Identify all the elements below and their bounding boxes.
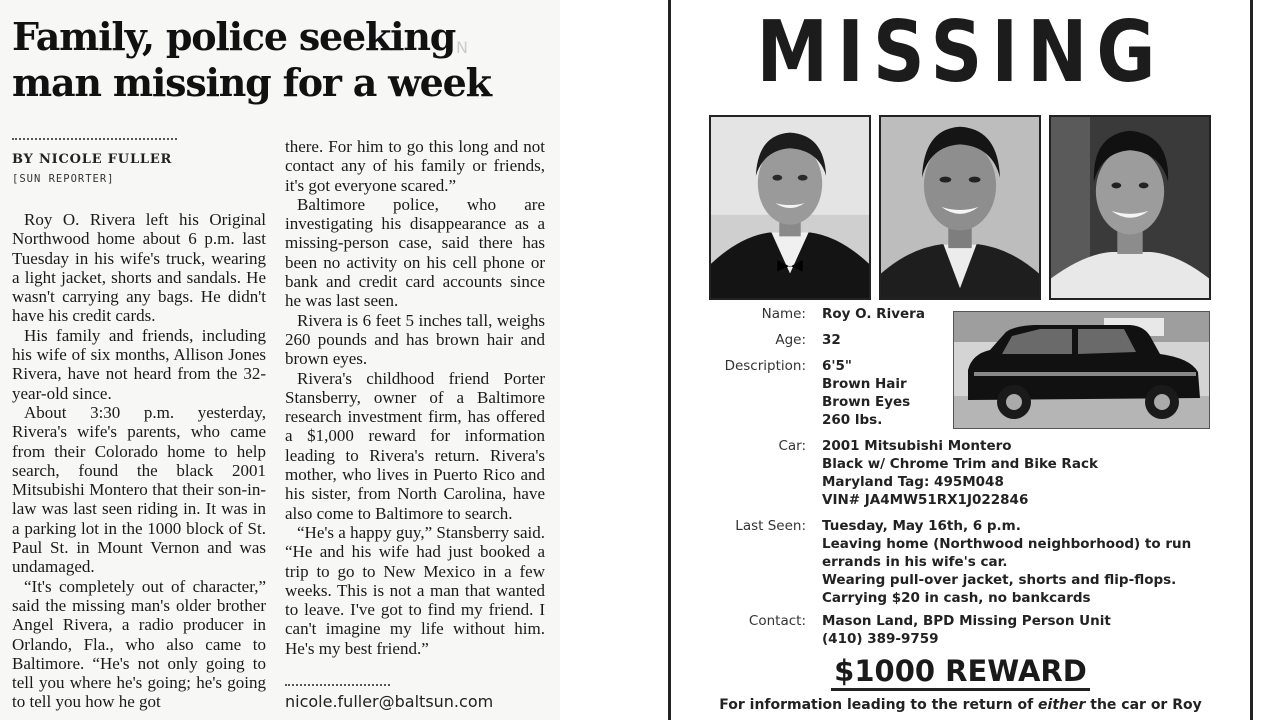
suv-photo-icon: [953, 311, 1210, 429]
car-line: 2001 Mitsubishi Montero: [822, 438, 1012, 454]
contact-phone[interactable]: (410) 389-9759: [822, 631, 939, 647]
byline-divider: [12, 138, 177, 140]
headline-line-1: Family, police seeking: [12, 14, 456, 59]
article-paragraph: there. For him to go this long and not contact any of his family or friends, it's got everyone scared.”: [285, 137, 545, 195]
description-line: Brown Eyes: [822, 394, 911, 410]
reward-banner: [671, 654, 1250, 688]
article-paragraph: Rivera's childhood friend Porter Stansberry, owner of a Baltimore research investment firm, has offered a $1,000 reward for information leading to Rivera's return. Rivera's mother, who lives in Puerto Rico and his sister, from North Carolina, have also come to Baltimore to search.: [285, 368, 545, 523]
article-paragraph: About 3:30 p.m. yesterday, Rivera's wife's parents, who came from their Colorado home to help search, found the black 2001 Mitsubishi Montero that their son-in-law was last seen riding in. It was in a parking lot in the 1000 block of St. Paul St. in Mount Vernon and was undamaged.: [12, 402, 266, 577]
reporter-email[interactable]: nicole.fuller@baltsun.com: [285, 692, 494, 711]
description-value: [822, 357, 910, 429]
article-headline: [12, 14, 532, 106]
last-seen-label: Last Seen:: [735, 518, 806, 534]
last-seen-line: Wearing pull-over jacket, shorts and flip-flops.: [822, 572, 1177, 588]
email-divider: [285, 684, 390, 686]
car-value: [822, 437, 1098, 509]
contact-label: Contact:: [748, 613, 806, 629]
article-paragraph: “He's a happy guy,” Stansberry said. “He and his wife had just booked a trip to go to New Mexico in a few weeks. This is not a man that wanted to leave. I've got to find my friend. I can't imagine my life without him. He's my best friend.”: [285, 522, 545, 658]
last-seen-line: Tuesday, May 16th, 6 p.m.: [822, 518, 1021, 534]
name-label: Name:: [761, 306, 806, 322]
headline-line-2: man missing for a week: [12, 60, 491, 105]
last-seen-value: [822, 517, 1191, 607]
reward-text: $1000 REWARD: [831, 654, 1090, 691]
car-line: Black w/ Chrome Trim and Bike Rack: [822, 456, 1098, 472]
missing-poster: [668, 0, 1253, 720]
car-line: Maryland Tag: 495M048: [822, 474, 1004, 490]
portrait-casual-icon: [1049, 115, 1211, 300]
portrait-tuxedo-icon: [709, 115, 871, 300]
article-column-1: [12, 210, 266, 712]
footer-text-start: For information leading to the return of: [719, 697, 1039, 713]
description-line: 260 lbs.: [822, 412, 883, 428]
byline-desk: [SUN REPORTER]: [12, 173, 115, 185]
car-line: VIN# JA4MW51RX1J022846: [822, 492, 1029, 508]
poster-footer: [671, 697, 1250, 713]
portrait-suit-icon: [879, 115, 1041, 300]
contact-name: Mason Land, BPD Missing Person Unit: [822, 613, 1111, 629]
poster-title: MISSING: [756, 2, 1165, 102]
news-article: Family, police seeking man missing for a week N BY NICOLE FULLER [SUN REPORTER] Roy O. Rivera left his Original Northwood home about 6 p.m. last Tuesday in his wife's truck, wearing a light jacket, shorts and sandals. He wasn't carrying any bags. He didn't have his credit cards. His family and friends, including his wife of six months, Allison Jones Rivera, have not heard from the 32-year-old since. About 3:30 p.m. yesterday, Rivera's wife's parents, who came from their Colorado home to help search, found the black 2001 Mitsubishi Montero that their son-in-law was last seen riding in. It was in a parking lot in the 1000 block of St. Paul St. in Mount Vernon and was undamaged. “It's completely out of character,” said the missing man's older brother Angel Rivera, a radio producer in Orlando, Fla., who also came to Baltimore. “He's not only going to tell you where he's going; he's going to tell you how he got there. For him to go this long and not contact any of his family or friends, it's got everyone scared.” Baltimore police, who are investigating his disappearance as a missing-person case, said there has been no activity on his cell phone or bank and credit card accounts since he was last seen. Rivera is 6 feet 5 inches tall, weighs 260 pounds and has brown hair and brown eyes. Rivera's childhood friend Porter Stansberry, owner of a Baltimore research investment firm, has offered a $1,000 reward for information leading to Rivera's return. Rivera's mother, who lives in Puerto Rico and his sister, from North Carolina, have also come to Baltimore to search. “He's a happy guy,” Stansberry said. “He and his wife had just booked a trip to go to New Mexico in a few weeks. This is not a man that wanted to leave. I've got to find my friend. I can't imagine my life without him. He's my best friend.” nicole.fuller@baltsun.com: [0, 0, 560, 720]
footer-text-end: the car or Roy: [1085, 697, 1202, 713]
byline: BY NICOLE FULLER: [12, 152, 173, 167]
last-seen-line: Leaving home (Northwood neighborhood) to run: [822, 536, 1192, 552]
name-value: Roy O. Rivera: [822, 306, 925, 322]
age-label: Age:: [775, 332, 806, 348]
article-paragraph: Rivera is 6 feet 5 inches tall, weighs 260 pounds and has brown hair and brown eyes.: [285, 310, 545, 369]
last-seen-line: errands in his wife's car.: [822, 554, 1008, 570]
article-paragraph: “It's completely out of character,” said the missing man's older brother Angel Rivera, a radio producer in Orlando, Fla., who also came to Baltimore. “He's not only going to tell you where he's going; he's going to tell you how he got: [12, 576, 266, 712]
description-label: Description:: [724, 358, 806, 374]
article-paragraph: His family and friends, including his wife of six months, Allison Jones Rivera, have not heard from the 32-year-old since.: [12, 325, 266, 403]
article-column-2: [285, 137, 545, 658]
footer-emphasis: either: [1038, 697, 1086, 713]
description-line: Brown Hair: [822, 376, 907, 392]
last-seen-line: Carrying $20 in cash, no bankcards: [822, 590, 1091, 606]
contact-value: [822, 612, 1111, 648]
age-value: 32: [822, 332, 841, 348]
car-label: Car:: [778, 438, 806, 454]
article-paragraph: Baltimore police, who are investigating his disappearance as a missing-person case, said there has been no activity on his cell phone or bank and credit card accounts since he was last seen.: [285, 194, 545, 311]
description-line: 6'5": [822, 358, 852, 374]
article-paragraph: Roy O. Rivera left his Original Northwood home about 6 p.m. last Tuesday in his wife's truck, wearing a light jacket, shorts and sandals. He wasn't carrying any bags. He didn't have his credit cards.: [12, 210, 266, 326]
